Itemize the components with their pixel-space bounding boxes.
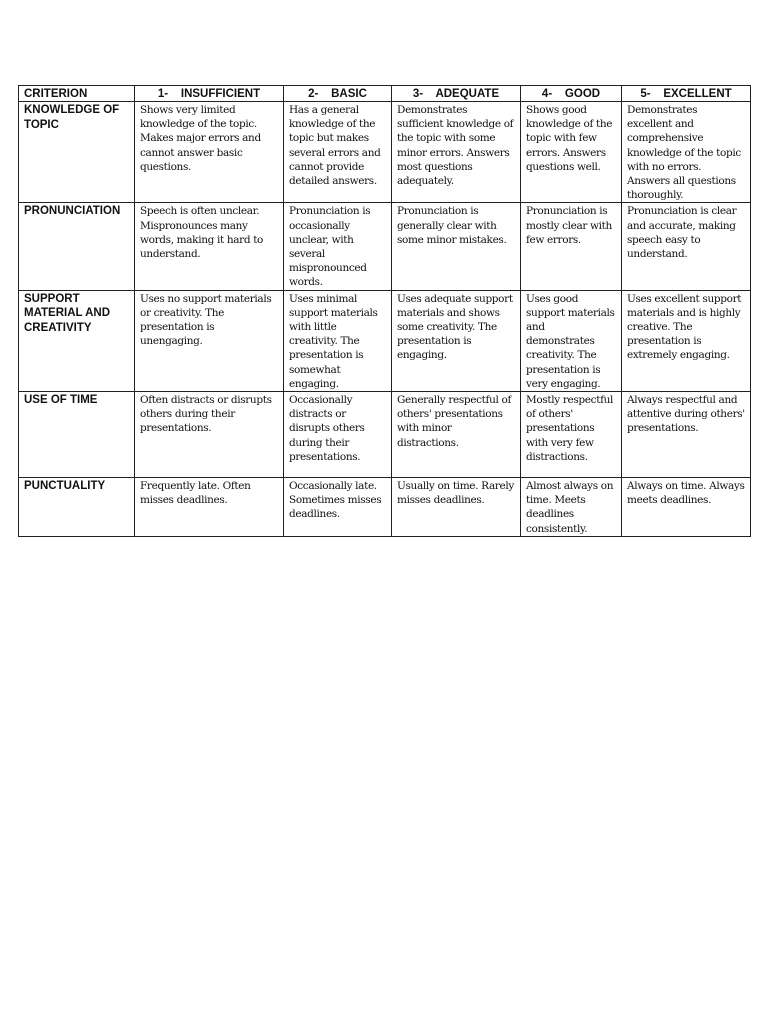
descriptor-cell: Has a general knowledge of the topic but makes several errors and cannot provide detailed answers. (284, 102, 392, 203)
descriptor-cell: Occasionally distracts or disrupts others during their presentations. (284, 392, 392, 478)
criterion-label: PRONUNCIATION (19, 203, 135, 290)
descriptor-cell: Pronunciation is mostly clear with few errors. (521, 203, 622, 290)
descriptor-cell: Demonstrates excellent and comprehensive knowledge of the topic with no errors. Answers all questions thoroughly. (622, 102, 751, 203)
rubric-table (18, 85, 751, 537)
criterion-label: KNOWLEDGE OF TOPIC (19, 102, 135, 203)
table-row (19, 102, 751, 203)
descriptor-cell: Shows good knowledge of the topic with few errors. Answers questions well. (521, 102, 622, 203)
descriptor-cell: Uses no support materials or creativity. The presentation is unengaging. (135, 290, 284, 391)
descriptor-cell: Mostly respectful of others' presentations with very few distractions. (521, 392, 622, 478)
header-row (19, 86, 751, 102)
level-2-header: 2- BASIC (284, 86, 392, 102)
level-1-header: 1- INSUFFICIENT (135, 86, 284, 102)
table-row (19, 392, 751, 478)
descriptor-cell: Pronunciation is occasionally unclear, with several mispronounced words. (284, 203, 392, 290)
descriptor-cell: Uses minimal support materials with little creativity. The presentation is somewhat engaging. (284, 290, 392, 391)
criterion-label: SUPPORT MATERIAL AND CREATIVITY (19, 290, 135, 391)
level-3-header: 3- ADEQUATE (392, 86, 521, 102)
descriptor-cell: Uses good support materials and demonstrates creativity. The presentation is very engaging. (521, 290, 622, 391)
descriptor-cell: Demonstrates sufficient knowledge of the topic with some minor errors. Answers most questions adequately. (392, 102, 521, 203)
descriptor-cell: Frequently late. Often misses deadlines. (135, 478, 284, 537)
rubric-header (19, 86, 751, 102)
descriptor-cell: Occasionally late. Sometimes misses deadlines. (284, 478, 392, 537)
descriptor-cell: Generally respectful of others' presentations with minor distractions. (392, 392, 521, 478)
level-5-header: 5- EXCELLENT (622, 86, 751, 102)
level-4-header: 4- GOOD (521, 86, 622, 102)
criterion-column-header: CRITERION (19, 86, 135, 102)
descriptor-cell: Always on time. Always meets deadlines. (622, 478, 751, 537)
descriptor-cell: Often distracts or disrupts others during their presentations. (135, 392, 284, 478)
descriptor-cell: Uses adequate support materials and shows some creativity. The presentation is engaging. (392, 290, 521, 391)
descriptor-cell: Uses excellent support materials and is highly creative. The presentation is extremely engaging. (622, 290, 751, 391)
table-row (19, 203, 751, 290)
descriptor-cell: Speech is often unclear. Mispronounces many words, making it hard to understand. (135, 203, 284, 290)
criterion-label: PUNCTUALITY (19, 478, 135, 537)
descriptor-cell: Always respectful and attentive during others' presentations. (622, 392, 751, 478)
descriptor-cell: Pronunciation is generally clear with some minor mistakes. (392, 203, 521, 290)
descriptor-cell: Almost always on time. Meets deadlines consistently. (521, 478, 622, 537)
descriptor-cell: Pronunciation is clear and accurate, making speech easy to understand. (622, 203, 751, 290)
criterion-label: USE OF TIME (19, 392, 135, 478)
table-row (19, 478, 751, 537)
rubric-body (19, 102, 751, 537)
descriptor-cell: Usually on time. Rarely misses deadlines. (392, 478, 521, 537)
table-row (19, 290, 751, 391)
descriptor-cell: Shows very limited knowledge of the topic. Makes major errors and cannot answer basic questions. (135, 102, 284, 203)
